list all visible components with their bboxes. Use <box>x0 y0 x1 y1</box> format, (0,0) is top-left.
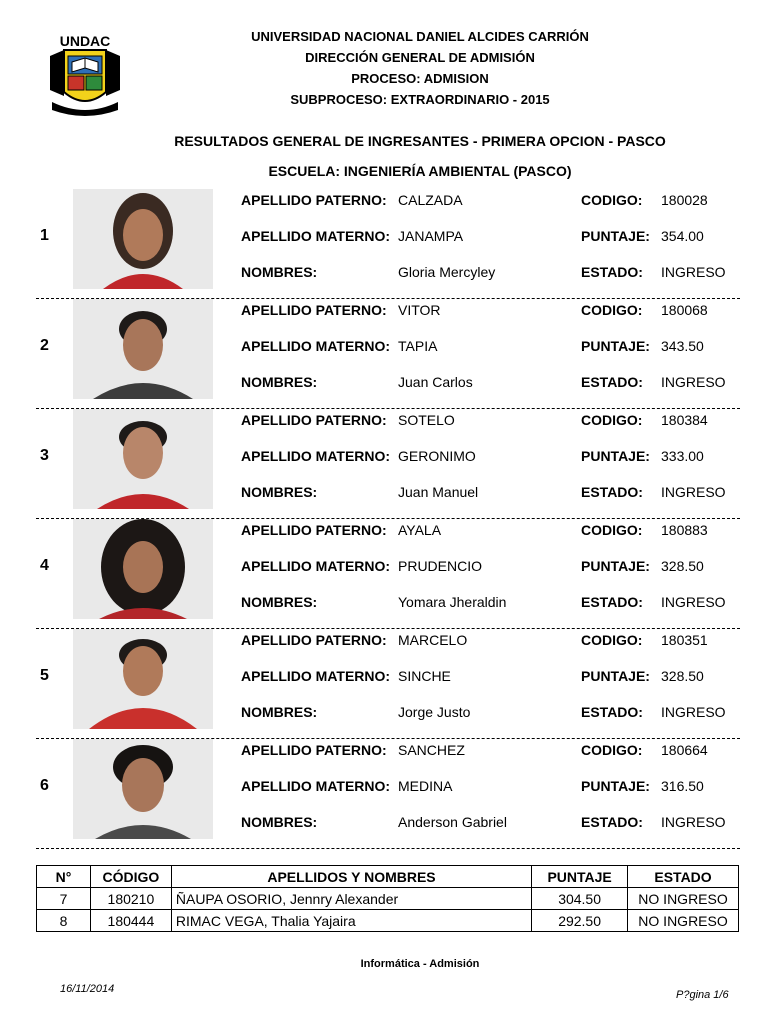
value-maternal: MEDINA <box>398 778 453 794</box>
value-names: Gloria Mercyley <box>398 264 496 280</box>
process-name: PROCESO: ADMISION <box>351 71 489 86</box>
label-names: NOMBRES: <box>241 264 318 280</box>
label-names: NOMBRES: <box>241 704 318 720</box>
cell-code: 180444 <box>90 910 171 932</box>
label-paternal: APELLIDO PATERNO: <box>241 742 387 758</box>
subprocess-name: SUBPROCESO: EXTRAORDINARIO - 2015 <box>290 92 550 107</box>
cell-number: 8 <box>37 910 91 932</box>
value-score: 343.50 <box>661 338 704 354</box>
value-status: INGRESO <box>661 814 726 830</box>
label-code: CODIGO: <box>581 522 643 538</box>
label-score: PUNTAJE: <box>581 778 650 794</box>
entry-number: 6 <box>40 777 49 794</box>
entry-number: 4 <box>40 557 49 574</box>
admitted-entry <box>36 299 740 409</box>
admitted-entry <box>36 519 740 629</box>
label-status: ESTADO: <box>581 484 643 500</box>
cell-names: ÑAUPA OSORIO, Jennry Alexander <box>171 888 531 910</box>
admitted-entry <box>36 739 740 849</box>
entry-number: 1 <box>40 227 49 244</box>
label-paternal: APELLIDO PATERNO: <box>241 302 387 318</box>
value-code: 180883 <box>661 522 708 538</box>
value-paternal: SOTELO <box>398 412 455 428</box>
cell-status: NO INGRESO <box>628 910 739 932</box>
entry-number: 2 <box>40 337 49 354</box>
value-maternal: SINCHE <box>398 668 451 684</box>
label-names: NOMBRES: <box>241 594 318 610</box>
entry-number: 3 <box>40 447 49 464</box>
student-photo <box>73 519 213 619</box>
label-score: PUNTAJE: <box>581 338 650 354</box>
value-paternal: VITOR <box>398 302 441 318</box>
value-code: 180068 <box>661 302 708 318</box>
header-names: APELLIDOS Y NOMBRES <box>171 866 531 888</box>
value-paternal: CALZADA <box>398 192 463 208</box>
value-names: Juan Manuel <box>398 484 479 500</box>
label-maternal: APELLIDO MATERNO: <box>241 228 391 244</box>
value-code: 180351 <box>661 632 708 648</box>
value-score: 333.00 <box>661 448 704 464</box>
table-row <box>37 888 739 910</box>
value-names: Yomara Jheraldin <box>398 594 507 610</box>
cell-score: 292.50 <box>532 910 628 932</box>
label-score: PUNTAJE: <box>581 558 650 574</box>
table-row <box>37 910 739 932</box>
label-status: ESTADO: <box>581 704 643 720</box>
label-score: PUNTAJE: <box>581 228 650 244</box>
label-code: CODIGO: <box>581 742 643 758</box>
label-code: CODIGO: <box>581 192 643 208</box>
label-maternal: APELLIDO MATERNO: <box>241 668 391 684</box>
value-score: 354.00 <box>661 228 704 244</box>
page-number: P?gina 1/6 <box>676 989 729 1001</box>
direction-name: DIRECCIÓN GENERAL DE ADMISIÓN <box>305 50 535 65</box>
university-logo <box>44 26 126 116</box>
label-paternal: APELLIDO PATERNO: <box>241 192 387 208</box>
cell-number: 7 <box>37 888 91 910</box>
cell-score: 304.50 <box>532 888 628 910</box>
value-status: INGRESO <box>661 484 726 500</box>
value-maternal: JANAMPA <box>398 228 464 244</box>
student-photo <box>73 629 213 729</box>
label-names: NOMBRES: <box>241 374 318 390</box>
value-maternal: TAPIA <box>398 338 438 354</box>
value-code: 180664 <box>661 742 708 758</box>
label-names: NOMBRES: <box>241 814 318 830</box>
value-names: Anderson Gabriel <box>398 814 507 830</box>
label-maternal: APELLIDO MATERNO: <box>241 778 391 794</box>
footer-label: Informática - Admisión <box>360 958 480 970</box>
student-photo <box>73 409 213 509</box>
dashed-separator <box>36 848 740 849</box>
value-status: INGRESO <box>661 264 726 280</box>
label-code: CODIGO: <box>581 302 643 318</box>
header-number: N° <box>37 866 91 888</box>
label-paternal: APELLIDO PATERNO: <box>241 632 387 648</box>
label-maternal: APELLIDO MATERNO: <box>241 338 391 354</box>
value-score: 316.50 <box>661 778 704 794</box>
value-score: 328.50 <box>661 668 704 684</box>
results-title: RESULTADOS GENERAL DE INGRESANTES - PRIMERA OPCION - PASCO <box>174 133 666 149</box>
admitted-entry <box>36 629 740 739</box>
value-code: 180384 <box>661 412 708 428</box>
label-score: PUNTAJE: <box>581 668 650 684</box>
value-status: INGRESO <box>661 704 726 720</box>
label-status: ESTADO: <box>581 814 643 830</box>
non-admitted-table <box>36 865 739 932</box>
school-title: ESCUELA: INGENIERÍA AMBIENTAL (PASCO) <box>268 163 572 179</box>
cell-names: RIMAC VEGA, Thalia Yajaira <box>171 910 531 932</box>
label-maternal: APELLIDO MATERNO: <box>241 448 391 464</box>
header-code: CÓDIGO <box>90 866 171 888</box>
header-score: PUNTAJE <box>532 866 628 888</box>
value-names: Juan Carlos <box>398 374 473 390</box>
value-status: INGRESO <box>661 374 726 390</box>
label-status: ESTADO: <box>581 374 643 390</box>
value-code: 180028 <box>661 192 708 208</box>
university-name: UNIVERSIDAD NACIONAL DANIEL ALCIDES CARRIÓN <box>251 29 589 44</box>
student-photo <box>73 739 213 839</box>
label-status: ESTADO: <box>581 594 643 610</box>
cell-status: NO INGRESO <box>628 888 739 910</box>
value-paternal: AYALA <box>398 522 442 538</box>
value-paternal: SANCHEZ <box>398 742 465 758</box>
label-paternal: APELLIDO PATERNO: <box>241 522 387 538</box>
value-paternal: MARCELO <box>398 632 468 648</box>
student-photo <box>73 299 213 399</box>
footer-date: 16/11/2014 <box>60 983 115 995</box>
value-maternal: PRUDENCIO <box>398 558 483 574</box>
value-maternal: GERONIMO <box>398 448 476 464</box>
table-header-row <box>37 866 739 888</box>
value-score: 328.50 <box>661 558 704 574</box>
label-names: NOMBRES: <box>241 484 318 500</box>
label-code: CODIGO: <box>581 412 643 428</box>
admitted-entry <box>36 409 740 519</box>
student-photo <box>73 189 213 289</box>
label-code: CODIGO: <box>581 632 643 648</box>
label-status: ESTADO: <box>581 264 643 280</box>
label-paternal: APELLIDO PATERNO: <box>241 412 387 428</box>
header-status: ESTADO <box>628 866 739 888</box>
label-maternal: APELLIDO MATERNO: <box>241 558 391 574</box>
admitted-entry <box>36 189 740 299</box>
value-status: INGRESO <box>661 594 726 610</box>
cell-code: 180210 <box>90 888 171 910</box>
label-score: PUNTAJE: <box>581 448 650 464</box>
logo-text: UNDAC <box>59 33 111 49</box>
value-names: Jorge Justo <box>398 704 471 720</box>
entry-number: 5 <box>40 667 49 684</box>
